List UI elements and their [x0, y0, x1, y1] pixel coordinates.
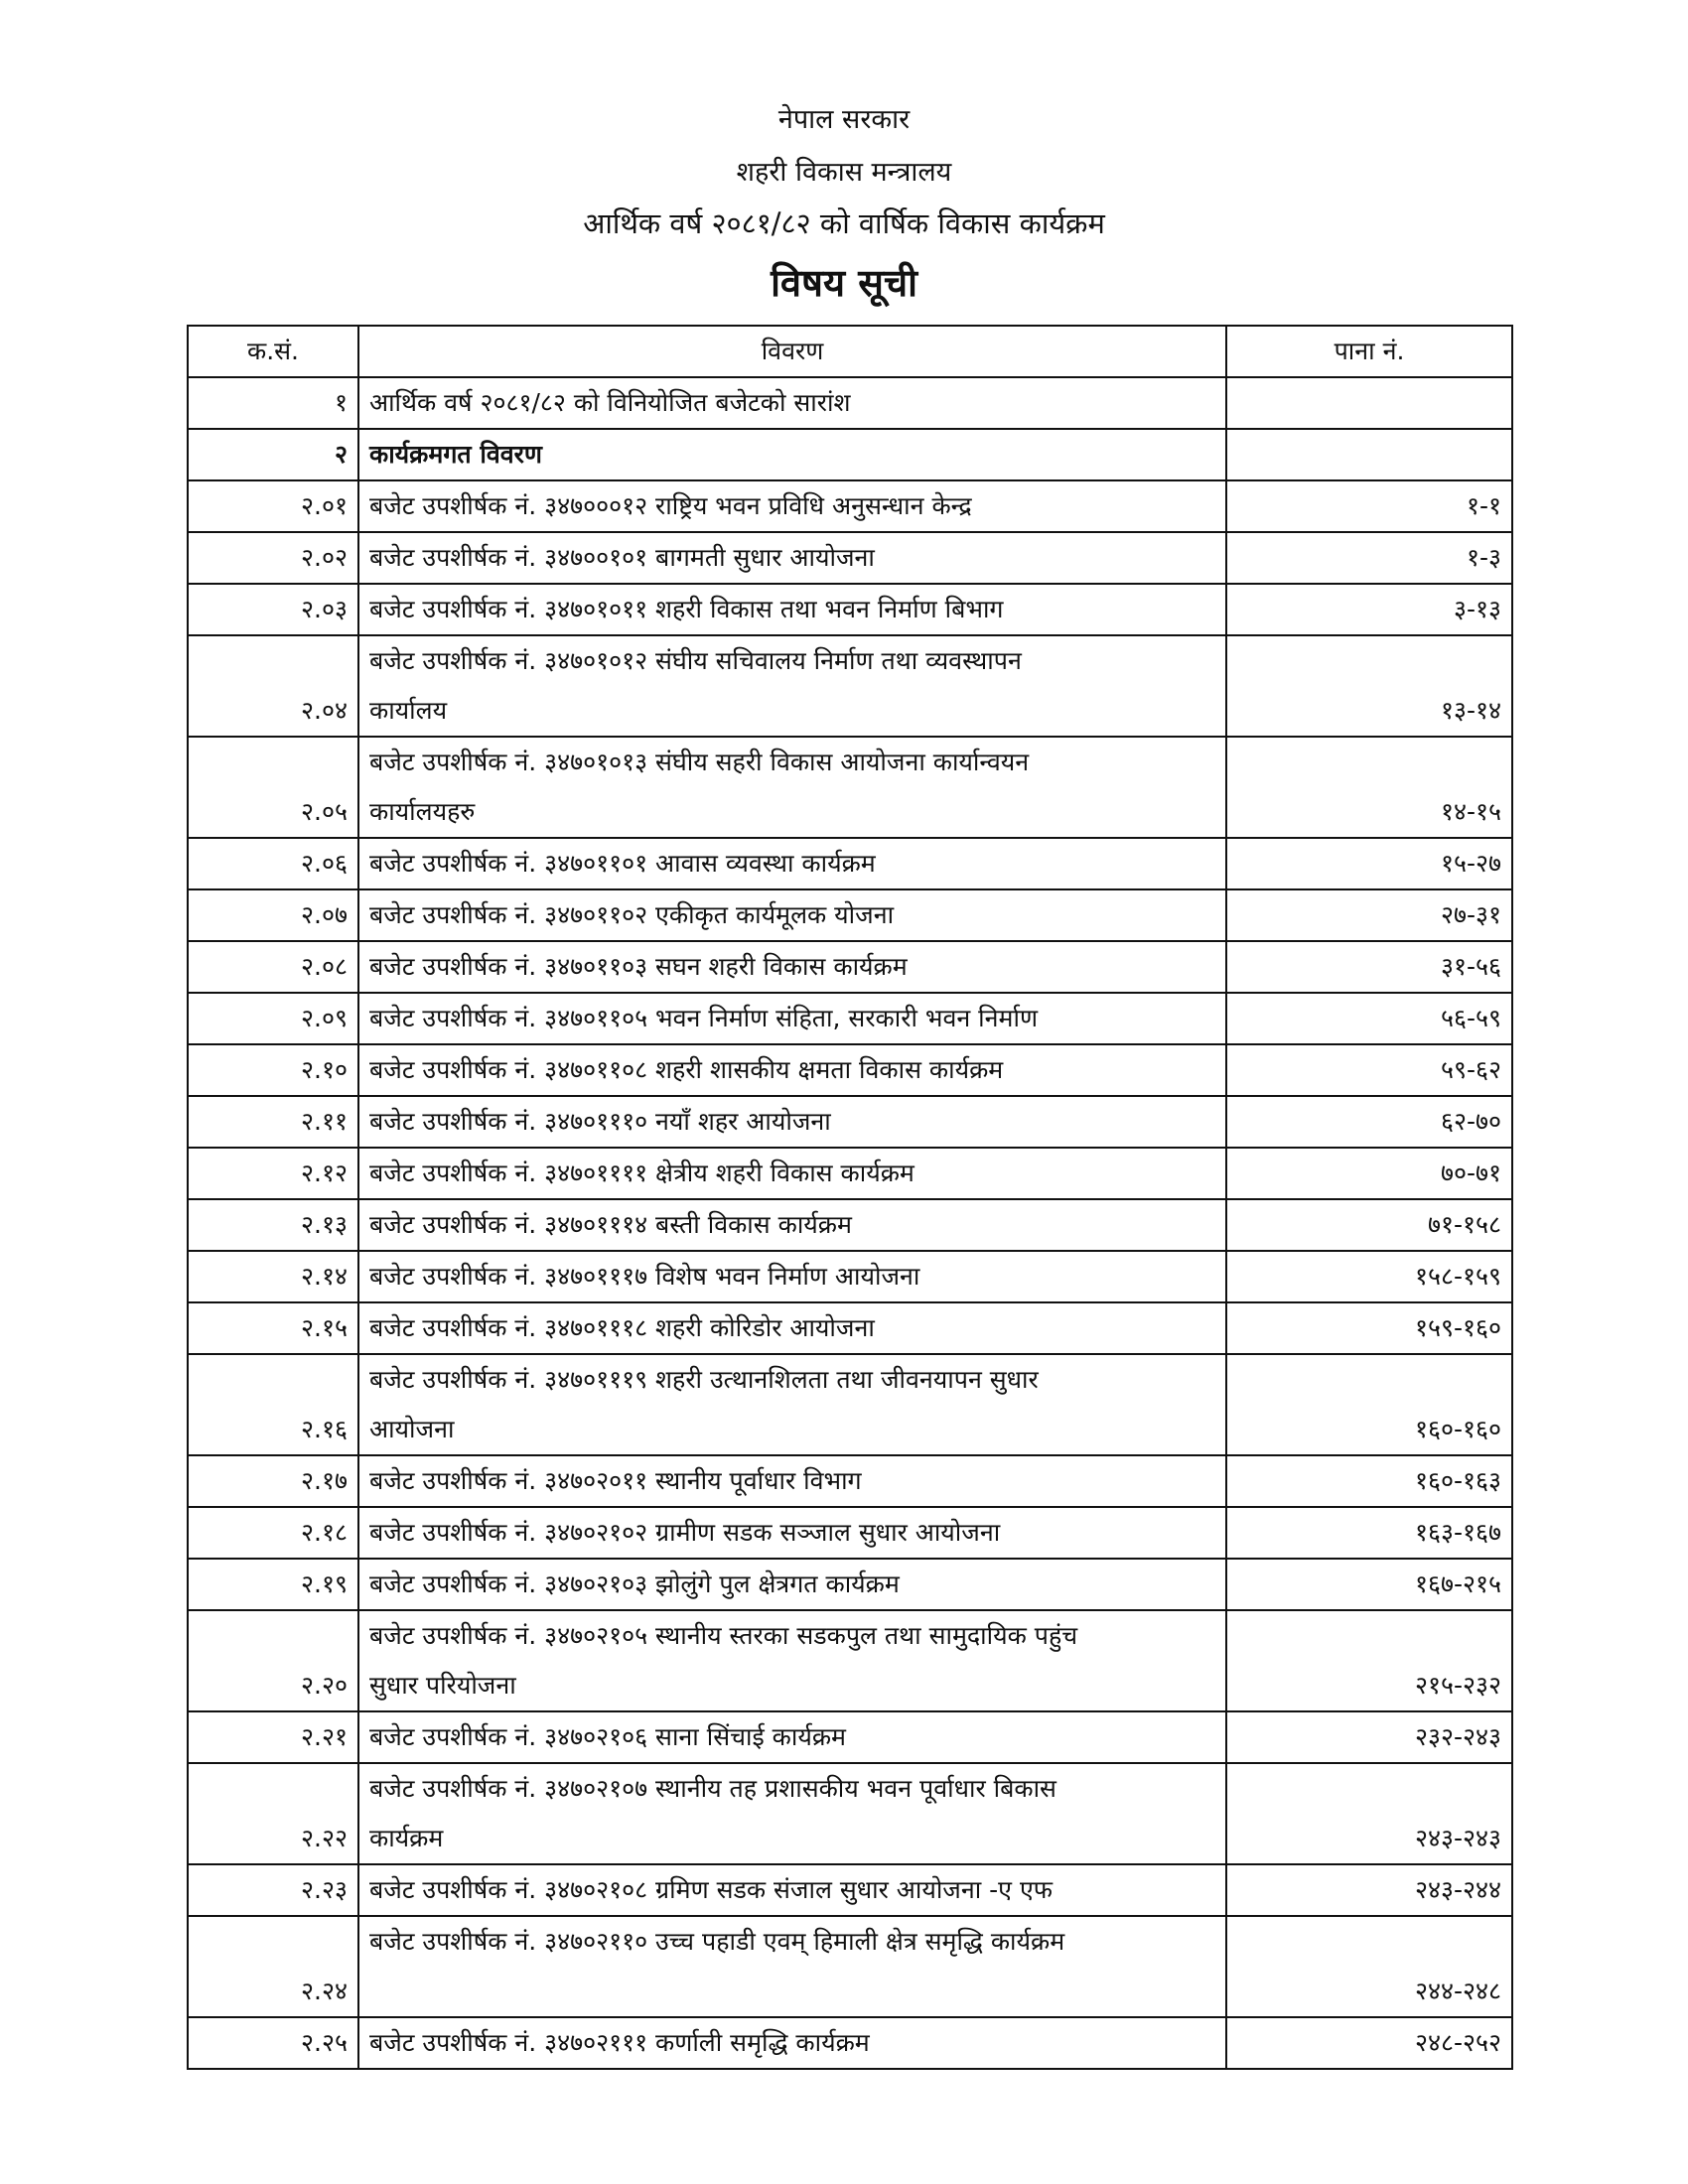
page-range: १६०-१६० [1226, 1354, 1512, 1455]
description [358, 1507, 1226, 1559]
page-range: १५-२७ [1226, 838, 1512, 889]
serial-number: २.२५ [188, 2017, 358, 2069]
serial-number: २.१५ [188, 1302, 358, 1354]
description-line: बजेट उपशीर्षक नं. ३४७०२११० उच्च पहाडी एवम् हिमाली क्षेत्र समृद्धि कार्यक्रम [369, 1927, 1065, 1956]
description-line: बजेट उपशीर्षक नं. ३४७०१०१३ संघीय सहरी विकास आयोजना कार्यान्वयन [369, 748, 1030, 776]
serial-number: २.१३ [188, 1199, 358, 1251]
serial-number: २.०५ [188, 737, 358, 838]
description [358, 993, 1226, 1044]
description-line-continued: कार्यालय [369, 696, 448, 725]
description [358, 1148, 1226, 1199]
page-range [1226, 429, 1512, 480]
description [358, 429, 1226, 480]
table-row [188, 1148, 1512, 1199]
serial-number: २.१८ [188, 1507, 358, 1559]
page-range: १६७-२१५ [1226, 1559, 1512, 1610]
page-range: १६०-१६३ [1226, 1455, 1512, 1507]
page-range [1226, 377, 1512, 429]
page-range: ७०-७१ [1226, 1148, 1512, 1199]
contents-table [187, 325, 1513, 2070]
description-line: बजेट उपशीर्षक नं. ३४७०२१०६ साना सिंचाई कार्यक्रम [369, 1722, 847, 1751]
page-range: ३-१३ [1226, 584, 1512, 635]
description [358, 737, 1226, 838]
description [358, 1864, 1226, 1916]
page-range: १-१ [1226, 480, 1512, 532]
description [358, 889, 1226, 941]
column-header-page: पाना नं. [1226, 326, 1512, 377]
table-row [188, 737, 1512, 838]
page-range: २४४-२४८ [1226, 1916, 1512, 2017]
description [358, 1455, 1226, 1507]
page-range: १६३-१६७ [1226, 1507, 1512, 1559]
table-row [188, 480, 1512, 532]
page-range: ६२-७० [1226, 1096, 1512, 1148]
table-row [188, 584, 1512, 635]
government-name: नेपाल सरकार [777, 104, 911, 135]
serial-number: २.०६ [188, 838, 358, 889]
description-line: बजेट उपशीर्षक नं. ३४७०००१२ राष्ट्रिय भवन प्रविधि अनुसन्धान केन्द्र [369, 491, 972, 520]
serial-number: १ [188, 377, 358, 429]
description [358, 377, 1226, 429]
description-line: बजेट उपशीर्षक नं. ३४७०२१११ कर्णाली समृद्धि कार्यक्रम [369, 2028, 870, 2057]
table-row [188, 532, 1512, 584]
column-header-serial: क.सं. [188, 326, 358, 377]
table-row [188, 1610, 1512, 1711]
serial-number: २ [188, 429, 358, 480]
description [358, 1916, 1226, 2017]
description-line: बजेट उपशीर्षक नं. ३४७०१११९ शहरी उत्थानशिलता तथा जीवनयापन सुधार [369, 1365, 1039, 1394]
description [358, 1354, 1226, 1455]
page-range: २७-३१ [1226, 889, 1512, 941]
description [358, 1763, 1226, 1864]
description-line: बजेट उपशीर्षक नं. ३४७०११०५ भवन निर्माण संहिता, सरकारी भवन निर्माण [369, 1004, 1039, 1032]
serial-number: २.२१ [188, 1711, 358, 1763]
description-line: बजेट उपशीर्षक नं. ३४७०१०१२ संघीय सचिवालय निर्माण तथा व्यवस्थापन [369, 646, 1022, 675]
description-line: बजेट उपशीर्षक नं. ३४७०११०८ शहरी शासकीय क्षमता विकास कार्यक्रम [369, 1055, 1004, 1084]
description-line: बजेट उपशीर्षक नं. ३४७०१११० नयाँ शहर आयोजना [369, 1107, 831, 1136]
program-title: आर्थिक वर्ष २०८१/८२ को वार्षिक विकास कार्यक्रम [583, 206, 1105, 240]
page-range: १५८-१५९ [1226, 1251, 1512, 1302]
table-row [188, 889, 1512, 941]
table-row [188, 429, 1512, 480]
serial-number: २.२० [188, 1610, 358, 1711]
description-line-continued: कार्यक्रम [369, 1824, 444, 1852]
page-range: ३१-५६ [1226, 941, 1512, 993]
description-line: बजेट उपशीर्षक नं. ३४७०२१०२ ग्रामीण सडक सञ्जाल सुधार आयोजना [369, 1518, 1001, 1547]
table-row [188, 1455, 1512, 1507]
description [358, 1044, 1226, 1096]
page-range: १३-१४ [1226, 635, 1512, 737]
serial-number: २.०४ [188, 635, 358, 737]
serial-number: २.२३ [188, 1864, 358, 1916]
page-range: ७१-१५८ [1226, 1199, 1512, 1251]
description-line: आर्थिक वर्ष २०८१/८२ को विनियोजित बजेटको सारांश [369, 388, 851, 417]
description-line: बजेट उपशीर्षक नं. ३४७०१०११ शहरी विकास तथा भवन निर्माण बिभाग [369, 595, 1004, 623]
page-range: १४-१५ [1226, 737, 1512, 838]
description-line: कार्यक्रमगत विवरण [369, 440, 542, 469]
column-header-description: विवरण [358, 326, 1226, 377]
description-line: बजेट उपशीर्षक नं. ३४७०१११७ विशेष भवन निर्माण आयोजना [369, 1262, 920, 1291]
page-range: ५९-६२ [1226, 1044, 1512, 1096]
description [358, 1559, 1226, 1610]
page-range: ५६-५९ [1226, 993, 1512, 1044]
table-row [188, 1302, 1512, 1354]
description [358, 1610, 1226, 1711]
serial-number: २.०७ [188, 889, 358, 941]
serial-number: २.०१ [188, 480, 358, 532]
serial-number: २.१४ [188, 1251, 358, 1302]
description-line-continued [369, 1967, 1215, 2016]
description-line: बजेट उपशीर्षक नं. ३४७०१११४ बस्ती विकास कार्यक्रम [369, 1210, 852, 1239]
description-line: बजेट उपशीर्षक नं. ३४७०२१०३ झोलुंगे पुल क्षेत्रगत कार्यक्रम [369, 1570, 900, 1598]
serial-number: २.२२ [188, 1763, 358, 1864]
description-line: बजेट उपशीर्षक नं. ३४७०२१०७ स्थानीय तह प्रशासकीय भवन पूर्वाधार बिकास [369, 1774, 1056, 1803]
ministry-name: शहरी विकास मन्त्रालय [736, 157, 952, 188]
table-row [188, 941, 1512, 993]
description-line-continued: आयोजना [369, 1415, 455, 1443]
page-range: २४८-२५२ [1226, 2017, 1512, 2069]
table-row [188, 1199, 1512, 1251]
description [358, 1711, 1226, 1763]
page-range: २१५-२३२ [1226, 1610, 1512, 1711]
serial-number: २.११ [188, 1096, 358, 1148]
description-line: बजेट उपशीर्षक नं. ३४७०२०११ स्थानीय पूर्वाधार विभाग [369, 1466, 862, 1495]
description-line-continued: सुधार परियोजना [369, 1671, 516, 1700]
description-line: बजेट उपशीर्षक नं. ३४७०११०२ एकीकृत कार्यमूलक योजना [369, 900, 895, 929]
description-line: बजेट उपशीर्षक नं. ३४७०११११ क्षेत्रीय शहरी विकास कार्यक्रम [369, 1159, 914, 1187]
description-line: बजेट उपशीर्षक नं. ३४७००१०१ बागमती सुधार आयोजना [369, 543, 875, 572]
serial-number: २.१६ [188, 1354, 358, 1455]
table-row [188, 1711, 1512, 1763]
table-row [188, 1864, 1512, 1916]
description [358, 1199, 1226, 1251]
serial-number: २.२४ [188, 1916, 358, 2017]
description [358, 584, 1226, 635]
table-row [188, 1251, 1512, 1302]
table-row [188, 838, 1512, 889]
description-line: बजेट उपशीर्षक नं. ३४७०२१०५ स्थानीय स्तरका सडकपुल तथा सामुदायिक पहुंच [369, 1621, 1078, 1650]
table-row [188, 1044, 1512, 1096]
description-line: बजेट उपशीर्षक नं. ३४७०२१०८ ग्रमिण सडक संजाल सुधार आयोजना -ए एफ [369, 1875, 1054, 1904]
serial-number: २.१९ [188, 1559, 358, 1610]
page-range: २४३-२४३ [1226, 1763, 1512, 1864]
description [358, 838, 1226, 889]
page-range: २३२-२४३ [1226, 1711, 1512, 1763]
description [358, 1251, 1226, 1302]
description [358, 1096, 1226, 1148]
serial-number: २.०२ [188, 532, 358, 584]
table-header-row [188, 326, 1512, 377]
description-line-continued: कार्यालयहरु [369, 797, 476, 826]
page-title: विषय सूची [771, 261, 917, 305]
description [358, 1302, 1226, 1354]
table-row [188, 1096, 1512, 1148]
serial-number: २.१७ [188, 1455, 358, 1507]
table-row [188, 1916, 1512, 2017]
page-range: १५९-१६० [1226, 1302, 1512, 1354]
table-body [188, 377, 1512, 2069]
serial-number: २.१२ [188, 1148, 358, 1199]
page-range: २४३-२४४ [1226, 1864, 1512, 1916]
description-line: बजेट उपशीर्षक नं. ३४७०१११८ शहरी कोरिडोर आयोजना [369, 1313, 875, 1342]
serial-number: २.०३ [188, 584, 358, 635]
description-line: बजेट उपशीर्षक नं. ३४७०११०३ सघन शहरी विकास कार्यक्रम [369, 952, 908, 981]
serial-number: २.०९ [188, 993, 358, 1044]
description [358, 635, 1226, 737]
description [358, 480, 1226, 532]
table-row [188, 1559, 1512, 1610]
description [358, 941, 1226, 993]
table-row [188, 377, 1512, 429]
table-row [188, 2017, 1512, 2069]
description [358, 2017, 1226, 2069]
table-row [188, 1763, 1512, 1864]
description-line: बजेट उपशीर्षक नं. ३४७०११०१ आवास व्यवस्था कार्यक्रम [369, 849, 876, 878]
description [358, 532, 1226, 584]
serial-number: २.१० [188, 1044, 358, 1096]
table-row [188, 635, 1512, 737]
table-row [188, 1507, 1512, 1559]
serial-number: २.०८ [188, 941, 358, 993]
table-row [188, 993, 1512, 1044]
table-row [188, 1354, 1512, 1455]
page-range: १-३ [1226, 532, 1512, 584]
